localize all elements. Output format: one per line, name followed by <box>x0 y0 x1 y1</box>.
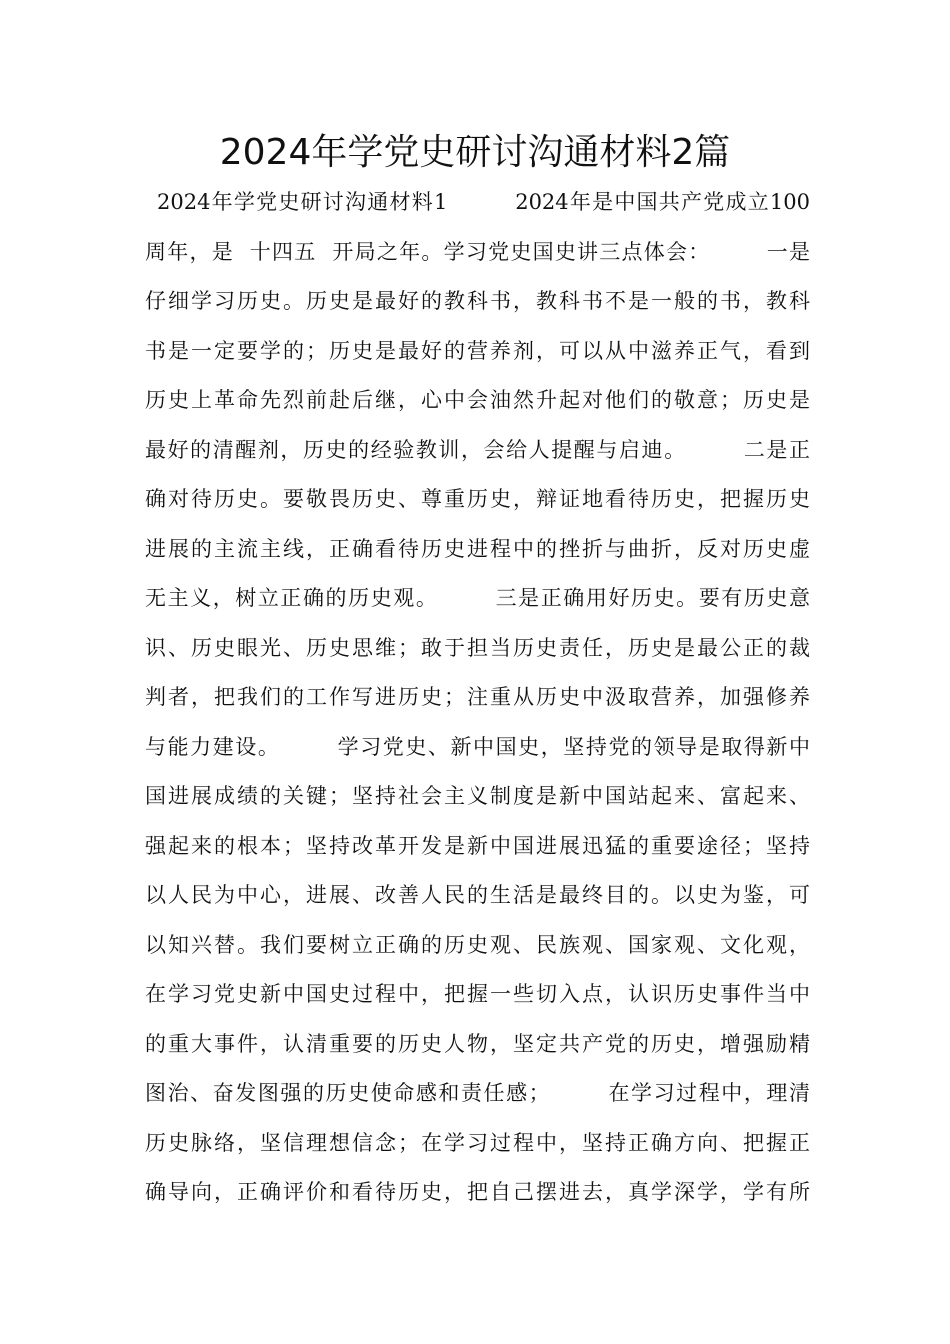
body-line: 周年，是 十四五 开局之年。学习党史国史讲三点体会： 一是 <box>145 239 810 264</box>
body-line: 识、历史眼光、历史思维；敢于担当历史责任，历史是最公正的裁 <box>145 635 810 660</box>
body-line: 最好的清醒剂，历史的经验教训，会给人提醒与启迪。 二是正 <box>145 437 810 462</box>
body-line: 仔细学习历史。历史是最好的教科书，教科书不是一般的书，教科 <box>145 289 810 313</box>
body-line: 判者，把我们的工作写进历史；注重从历史中汲取营养，加强修养 <box>145 685 810 709</box>
body-line: 确导向，正确评价和看待历史，把自己摆进去，真学深学，学有所 <box>145 1180 810 1204</box>
body-line: 确对待历史。要敬畏历史、尊重历史，辩证地看待历史，把握历史 <box>145 487 810 511</box>
document-body <box>145 178 810 1218</box>
body-line: 以人民为中心，进展、改善人民的生活是最终目的。以史为鉴，可 <box>145 883 810 907</box>
body-line: 书是一定要学的；历史是最好的营养剂，可以从中滋养正气，看到 <box>145 338 810 363</box>
body-line: 国进展成绩的关键；坚持社会主义制度是新中国站起来、富起来、 <box>145 784 810 808</box>
body-line: 进展的主流主线，正确看待历史进程中的挫折与曲折，反对历史虚 <box>145 536 810 561</box>
body-line: 强起来的根本；坚持改革开发是新中国进展迅猛的重要途径；坚持 <box>145 833 810 858</box>
body-line: 与能力建设。 学习党史、新中国史，坚持党的领导是取得新中 <box>145 734 810 759</box>
document-title: 2024年学党史研讨沟通材料2篇 <box>219 132 731 173</box>
body-line: 2024年学党史研讨沟通材料1 2024年是中国共产党成立100 <box>157 190 810 214</box>
body-line: 的重大事件，认清重要的历史人物，坚定共产党的历史，增强励精 <box>145 1031 810 1056</box>
body-line: 历史脉络，坚信理想信念；在学习过程中，坚持正确方向、把握正 <box>145 1130 810 1155</box>
body-line: 在学习党史新中国史过程中，把握一些切入点，认识历史事件当中 <box>145 982 810 1006</box>
body-line: 图治、奋发图强的历史使命感和责任感； 在学习过程中，理清 <box>145 1081 810 1105</box>
body-line: 无主义，树立正确的历史观。 三是正确用好历史。要有历史意 <box>145 586 810 610</box>
body-line: 历史上革命先烈前赴后继，心中会油然升起对他们的敬意；历史是 <box>145 388 810 412</box>
body-line: 以知兴替。我们要树立正确的历史观、民族观、国家观、文化观， <box>145 932 810 957</box>
